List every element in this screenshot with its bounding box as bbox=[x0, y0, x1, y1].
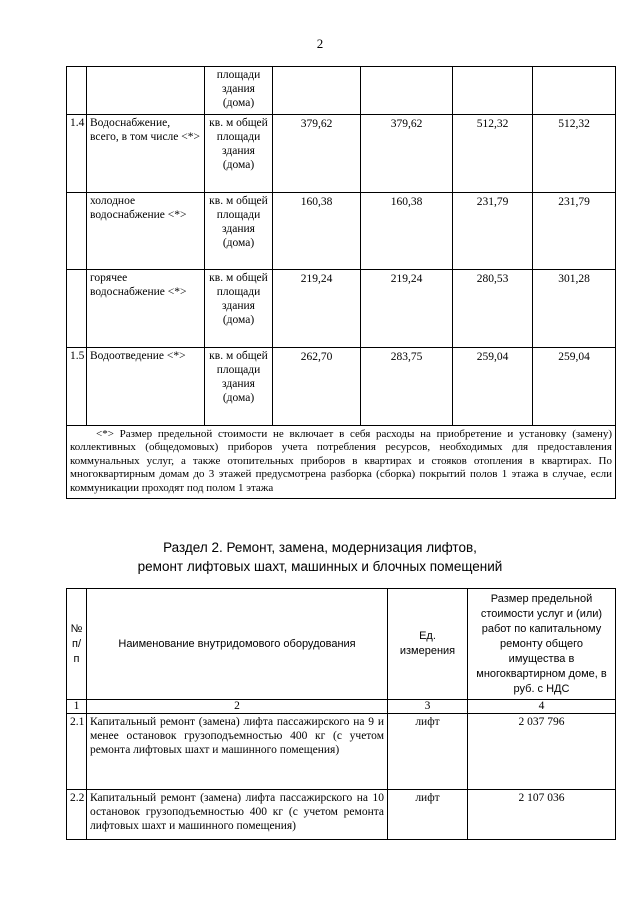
row-value-3: 512,32 bbox=[453, 115, 533, 193]
row-name bbox=[87, 67, 205, 115]
row-value-3: 231,79 bbox=[453, 193, 533, 270]
row-value-2: 160,38 bbox=[361, 193, 453, 270]
column-index: 4 bbox=[468, 700, 616, 714]
row-value-1: 160,38 bbox=[273, 193, 361, 270]
row-value-4 bbox=[533, 67, 616, 115]
row-name: Водоснабжение, всего, в том числе <*> bbox=[87, 115, 205, 193]
section-2-title-line-1: Раздел 2. Ремонт, замена, модернизация лифтов, bbox=[163, 540, 477, 555]
row-number bbox=[67, 270, 87, 348]
row-number bbox=[67, 67, 87, 115]
row-name: Капитальный ремонт (замена) лифта пассажирского на 10 остановок грузоподъемностью 400 кг (с учетом ремонта лифтовых шахт и машинного помещения) bbox=[87, 790, 388, 840]
row-unit: лифт bbox=[388, 714, 468, 790]
row-value-1 bbox=[273, 67, 361, 115]
footnote-cell bbox=[67, 426, 616, 499]
column-index: 1 bbox=[67, 700, 87, 714]
row-number bbox=[67, 193, 87, 270]
header-number: № п/п bbox=[67, 589, 87, 700]
row-unit: кв. м общей площади здания (дома) bbox=[205, 270, 273, 348]
row-number: 2.1 bbox=[67, 714, 87, 790]
row-value-4: 231,79 bbox=[533, 193, 616, 270]
row-number: 2.2 bbox=[67, 790, 87, 840]
table-row bbox=[67, 115, 616, 193]
table-row bbox=[67, 67, 616, 115]
row-value-4: 512,32 bbox=[533, 115, 616, 193]
footnote-row bbox=[67, 426, 616, 499]
row-name: Водоотведение <*> bbox=[87, 348, 205, 426]
row-value-2 bbox=[361, 67, 453, 115]
row-number: 1.5 bbox=[67, 348, 87, 426]
header-name: Наименование внутридомового оборудования bbox=[87, 589, 388, 700]
row-name: горячее водоснабжение <*> bbox=[87, 270, 205, 348]
header-cost: Размер предельной стоимости услуг и (или) работ по капитальному ремонту общего имущества в многоквартирном доме, в руб. с НДС bbox=[468, 589, 616, 700]
section-2-title bbox=[0, 538, 640, 576]
row-cost: 2 107 036 bbox=[468, 790, 616, 840]
row-value-3: 259,04 bbox=[453, 348, 533, 426]
row-unit: кв. м общей площади здания (дома) bbox=[205, 193, 273, 270]
row-cost: 2 037 796 bbox=[468, 714, 616, 790]
row-value-3 bbox=[453, 67, 533, 115]
column-index-row bbox=[67, 700, 616, 714]
row-name: холодное водоснабжение <*> bbox=[87, 193, 205, 270]
column-index: 3 bbox=[388, 700, 468, 714]
row-value-2: 283,75 bbox=[361, 348, 453, 426]
table-row bbox=[67, 193, 616, 270]
row-unit: площади здания (дома) bbox=[205, 67, 273, 115]
row-unit: лифт bbox=[388, 790, 468, 840]
table-row bbox=[67, 790, 616, 840]
row-value-1: 379,62 bbox=[273, 115, 361, 193]
row-value-4: 301,28 bbox=[533, 270, 616, 348]
row-value-2: 379,62 bbox=[361, 115, 453, 193]
header-unit: Ед. измерения bbox=[388, 589, 468, 700]
table-header-row bbox=[67, 589, 616, 700]
column-index: 2 bbox=[87, 700, 388, 714]
row-unit: кв. м общей площади здания (дома) bbox=[205, 115, 273, 193]
row-value-2: 219,24 bbox=[361, 270, 453, 348]
tariff-table-section-1 bbox=[66, 66, 616, 499]
row-value-3: 280,53 bbox=[453, 270, 533, 348]
table-row bbox=[67, 348, 616, 426]
table-row bbox=[67, 270, 616, 348]
row-number: 1.4 bbox=[67, 115, 87, 193]
table-row bbox=[67, 714, 616, 790]
row-value-1: 262,70 bbox=[273, 348, 361, 426]
row-name: Капитальный ремонт (замена) лифта пассажирского на 9 и менее остановок грузоподъемностью 400 кг (с учетом ремонта лифтовых шахт и машинного помещения) bbox=[87, 714, 388, 790]
section-2-title-line-2: ремонт лифтовых шахт, машинных и блочных помещений bbox=[137, 559, 503, 574]
row-value-4: 259,04 bbox=[533, 348, 616, 426]
footnote-text: <*> Размер предельной стоимости не включает в себя расходы на приобретение и установку (замену) коллективных (общедомовых) приборов учета потребления ресурсов, необходимых для предоставления коммунальных услуг, а также отопительных приборов в квартирах и стояков отопления в квартирах. По многоквартирным домам до 3 этажей предусмотрена разборка (сборка) покрытий полов 1 этажа в случае, если коммуникации проходят под полом 1 этажа bbox=[70, 428, 612, 494]
row-value-1: 219,24 bbox=[273, 270, 361, 348]
elevator-cost-table bbox=[66, 588, 616, 840]
page-number: 2 bbox=[316, 36, 324, 51]
row-unit: кв. м общей площади здания (дома) bbox=[205, 348, 273, 426]
